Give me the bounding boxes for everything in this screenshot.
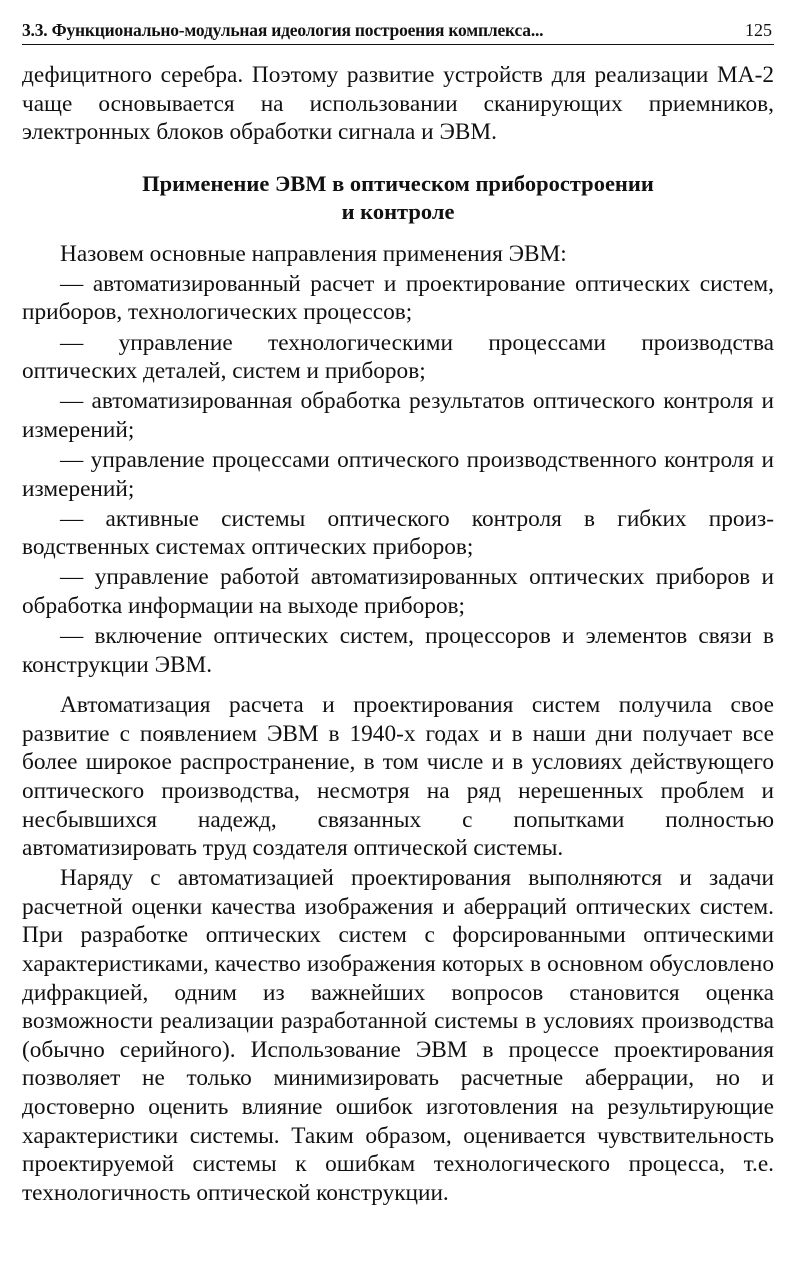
list-item-6: — управление работой автоматизированных оптических приборов и обработка информации на выходе приборов; <box>22 564 774 619</box>
paragraph-quality: Наряду с автоматизацией проектирования выполняются и задачи расчетной оценки качества изображения и аберраций оптических систем. При разработке оптических систем с форсированными оптическими характеристиками, качество изображения которых в основном обусловлено дифракцией, одним из важнейших вопросов становится оценка возможности реализации разработанной системы в условиях производства (обычно серийного). Использование ЭВМ в процессе проектирования позволяет не только минимизировать расчетные аберрации, но и достоверно оценить влияние ошибок изготовления на результирующие характеристики системы. Таким образом, оценивается чувствительность проектируемой системы к ошибкам технологического процесса, т.е. технологичность оптической конструкции. <box>22 865 774 1206</box>
section-heading-line-2: и контроле <box>341 198 455 224</box>
list-item-1: — автоматизированный расчет и проектирование оптических систем, приборов, технологических процессов; <box>22 270 774 326</box>
running-header <box>22 18 774 45</box>
list-item-5: — активные системы оптического контроля в гибких производственных системах оптических приборов; <box>22 505 774 561</box>
list-item-2: — управление технологическими процессами производства оптических деталей, систем и приборов; <box>22 329 774 385</box>
page-body <box>22 61 774 1207</box>
paragraph-automation: Автоматизация расчета и проектирования систем получила свое развитие с появлением ЭВМ в 1940-х годах и в наши дни получает все более широкое распространение, в том числе и в условиях действующего оптического производства, несмотря на ряд нерешенных проблем и несбывшихся надежд, связанных с попытками полностью автоматизировать труд создателя оптической системы. <box>22 692 774 862</box>
list-item-4: — управление процессами оптического производственного контроля и измерений; <box>22 446 774 502</box>
intro-paragraph: дефицитного серебра. Поэтому развитие устройств для реализации МА-2 чаще основывается на использовании сканирующих приемников, электронных блоков обработки сигнала и ЭВМ. <box>22 62 774 146</box>
list-item-3: — автоматизированная обработка результатов оптического контроля и измерений; <box>22 388 774 443</box>
list-intro: Назовем основные направления применения ЭВМ: <box>60 240 567 267</box>
section-heading <box>22 170 774 226</box>
section-heading-line-1: Применение ЭВМ в оптическом приборостроении <box>142 170 654 196</box>
book-page <box>22 0 774 1283</box>
section-title: 3.3. Функционально-модульная идеология построения комплекса... <box>22 20 544 40</box>
list-item-7: — включение оптических систем, процессоров и элементов связи в конструкции ЭВМ. <box>22 623 774 678</box>
page-number: 125 <box>745 20 772 40</box>
